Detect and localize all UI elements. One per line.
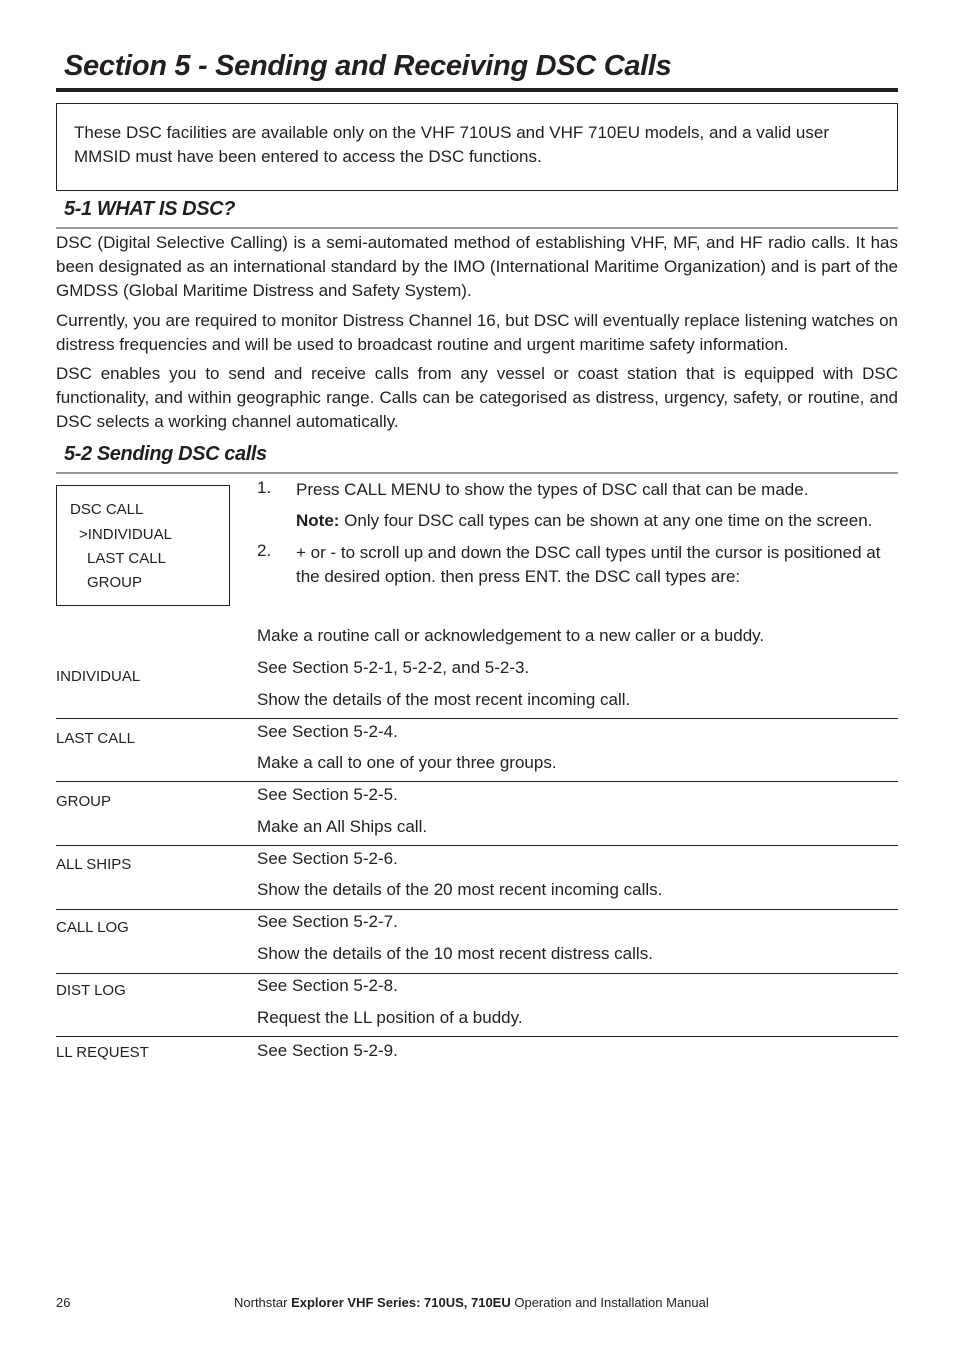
call-type-reference: See Section 5-2-6.: [257, 849, 398, 868]
call-type-reference: See Section 5-2-1, 5-2-2, and 5-2-3.: [257, 658, 530, 677]
note: [296, 509, 900, 533]
lcd-line: DSC CALL: [70, 501, 144, 518]
call-type-name: LL REQUEST: [56, 1044, 149, 1061]
call-type-description: Show the details of the 10 most recent distress calls.: [257, 944, 653, 963]
call-type-reference: See Section 5-2-7.: [257, 912, 398, 931]
call-type-name: GROUP: [56, 793, 112, 810]
call-type-reference: See Section 5-2-8.: [257, 976, 398, 995]
row-rule: [56, 1036, 898, 1037]
step-number: 1.: [257, 478, 272, 497]
paragraph: DSC (Digital Selective Calling) is a semi-automated method of establishing VHF, MF, and HF radio calls. It has been designated as an international standard by the IMO (International Maritime Organization) and is part of the GMDSS (Global Maritime Distress and Safety System).: [56, 233, 898, 300]
heading-rule: [56, 472, 898, 474]
call-type-description: Make an All Ships call.: [257, 817, 428, 836]
heading-rule: [56, 227, 898, 229]
call-type-name: DIST LOG: [56, 982, 126, 999]
call-type-name: CALL LOG: [56, 919, 129, 936]
lcd-screen: [56, 485, 230, 606]
heading-sending-dsc-calls: 5-2 Sending DSC calls: [64, 443, 267, 465]
row-rule: [56, 718, 898, 719]
paragraph: Currently, you are required to monitor Distress Channel 16, but DSC will eventually replace listening watches on distress frequencies and will be used to broadcast routine and urgent maritime safety information.: [56, 311, 898, 354]
heading-what-is-dsc: 5-1 WHAT IS DSC?: [64, 198, 236, 220]
call-type-name: LAST CALL: [56, 730, 135, 747]
note-label: Note:: [296, 511, 340, 530]
call-type-reference: See Section 5-2-4.: [257, 722, 398, 741]
page-number: 26: [56, 1295, 71, 1310]
title-rule: [56, 88, 898, 92]
call-type-name: INDIVIDUAL: [56, 668, 141, 685]
footer-model: Explorer VHF Series: 710US, 710EU: [291, 1295, 511, 1310]
lcd-line: GROUP: [87, 574, 143, 591]
call-type-name: ALL SHIPS: [56, 856, 132, 873]
call-type-description: Make a routine call or acknowledgement to a new caller or a buddy.: [257, 626, 765, 645]
step-text: Press CALL MENU to show the types of DSC call that can be made.: [296, 480, 809, 499]
footer-title: [234, 1295, 709, 1310]
footer-brand: Northstar: [234, 1295, 292, 1310]
step-text: + or - to scroll up and down the DSC call types until the cursor is positioned at the desired option. then press ENT. the DSC call types are:: [296, 543, 881, 586]
notice-box: [56, 103, 898, 191]
row-rule: [56, 909, 898, 910]
call-type-reference: See Section 5-2-5.: [257, 785, 398, 804]
call-type-description: Make a call to one of your three groups.: [257, 753, 557, 772]
lcd-line: LAST CALL: [87, 550, 166, 567]
row-rule: [56, 781, 898, 782]
row-rule: [56, 973, 898, 974]
step-number: 2.: [257, 541, 272, 560]
call-type-reference: See Section 5-2-9.: [257, 1041, 398, 1060]
call-type-description: Request the LL position of a buddy.: [257, 1008, 523, 1027]
note-text: Only four DSC call types can be shown at any one time on the screen.: [339, 511, 873, 530]
footer-suffix: Operation and Installation Manual: [510, 1295, 709, 1310]
row-rule: [56, 845, 898, 846]
call-type-description: Show the details of the 20 most recent incoming calls.: [257, 880, 663, 899]
paragraph: DSC enables you to send and receive calls from any vessel or coast station that is equipped with DSC functionality, and within geographic range. Calls can be categorised as distress, urgency, safety, or routine, and DSC selects a working channel automatically.: [56, 364, 898, 431]
section-title: Section 5 - Sending and Receiving DSC Calls: [64, 50, 672, 82]
lcd-line: >INDIVIDUAL: [79, 526, 172, 543]
call-type-description: Show the details of the most recent incoming call.: [257, 690, 631, 709]
notice-text: These DSC facilities are available only on the VHF 710US and VHF 710EU models, and a valid user MMSID must have been entered to access the DSC functions.: [74, 123, 829, 166]
